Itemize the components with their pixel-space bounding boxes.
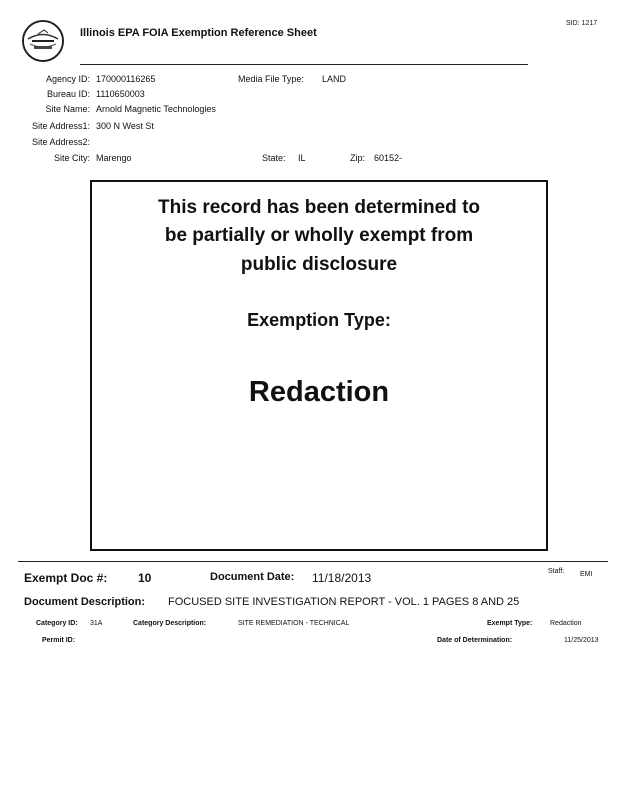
sid-number: SID: 1217 — [566, 20, 598, 27]
zip-label: Zip: — [350, 153, 366, 163]
exempt-type-value: Redaction — [550, 620, 582, 627]
site-city-value: Marengo — [96, 153, 132, 163]
exemption-notice-box — [90, 180, 548, 551]
exemption-type-label: Exemption Type: — [247, 310, 391, 330]
category-description-value: SITE REMEDIATION - TECHNICAL — [238, 620, 350, 627]
staff-label: Staff: — [548, 568, 565, 575]
category-id-label: Category ID: — [36, 620, 78, 627]
permit-id-label: Permit ID: — [42, 637, 76, 644]
site-address1-label: Site Address1: — [31, 121, 90, 131]
document-description-value: FOCUSED SITE INVESTIGATION REPORT - VOL. 1 PAGES 8 AND 25 — [168, 596, 520, 608]
document-description-label: Document Description: — [24, 596, 146, 608]
exempt-doc-number-value: 10 — [138, 571, 152, 585]
page-title: Illinois EPA FOIA Exemption Reference Sheet — [80, 27, 317, 39]
exemption-type-value: Redaction — [248, 376, 390, 408]
state-value: IL — [298, 153, 306, 163]
notice-line-1: This record has been determined to — [157, 197, 481, 218]
date-of-determination-value: 11/25/2013 — [564, 637, 599, 644]
document-date-value: 11/18/2013 — [312, 571, 372, 585]
notice-line-2: be partially or wholly exempt from — [164, 225, 474, 246]
agency-id-value: 170000116265 — [96, 74, 156, 84]
state-label: State: — [262, 153, 286, 163]
footer-divider — [18, 561, 608, 562]
staff-value: EMI — [580, 571, 593, 578]
header-divider — [80, 64, 528, 65]
media-file-type-label: Media File Type: — [238, 74, 304, 84]
site-name-label: Site Name: — [45, 104, 90, 114]
zip-value: 60152- — [374, 153, 403, 163]
category-description-label: Category Description: — [133, 620, 207, 627]
bureau-id-value: 1110650003 — [96, 89, 145, 99]
agency-id-label: Agency ID: — [45, 74, 90, 84]
media-file-type-value: LAND — [322, 74, 347, 84]
bureau-id-label: Bureau ID: — [46, 89, 90, 99]
site-address1-value: 300 N West St — [96, 121, 154, 131]
illinois-epa-seal-logo — [22, 20, 64, 62]
site-city-label: Site City: — [53, 153, 90, 163]
site-address2-label: Site Address2: — [31, 137, 90, 147]
site-name-value: Arnold Magnetic Technologies — [96, 104, 216, 114]
document-date-label: Document Date: — [210, 571, 295, 583]
category-id-value: 31A — [90, 620, 103, 627]
exempt-doc-number-label: Exempt Doc #: — [24, 571, 108, 585]
notice-line-3: public disclosure — [240, 254, 398, 275]
exempt-type-label: Exempt Type: — [487, 620, 533, 627]
date-of-determination-label: Date of Determination: — [437, 637, 513, 644]
